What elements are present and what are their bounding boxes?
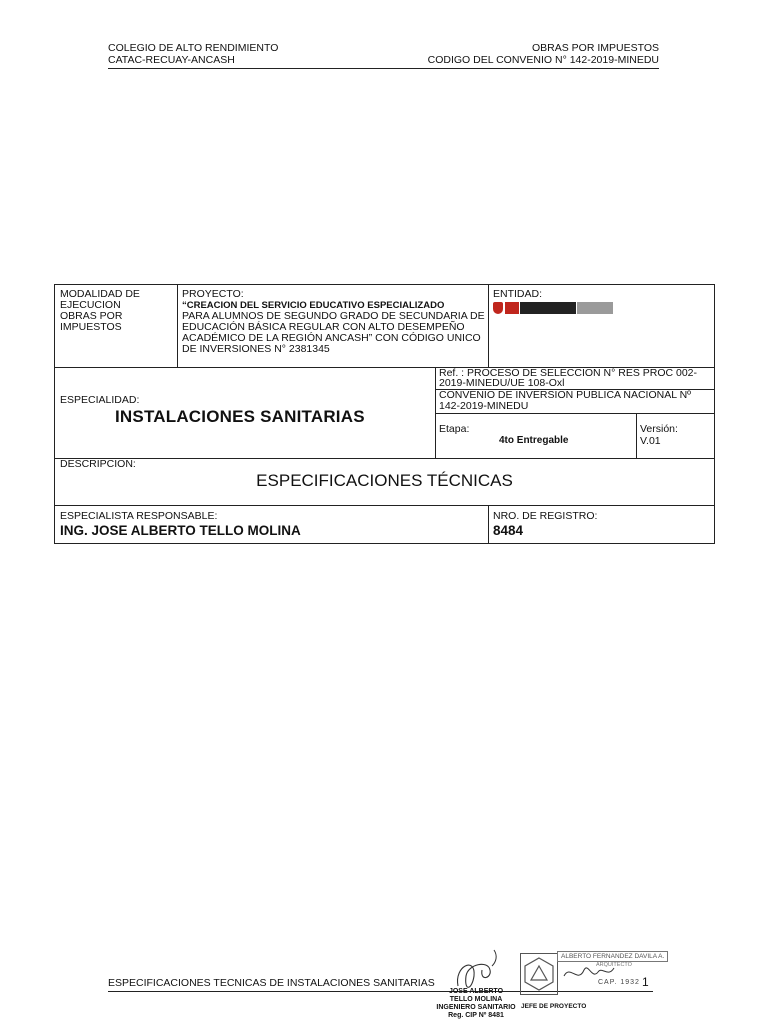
footer-text: ESPECIFICACIONES TECNICAS DE INSTALACIONES SANITARIAS	[108, 977, 435, 989]
modalidad-line: MODALIDAD DE	[60, 288, 140, 300]
convenio-line: CONVENIO DE INVERSION PUBLICA NACIONAL Nº	[439, 389, 691, 401]
version-label: Versión:	[640, 423, 678, 435]
signer2-name: ALBERTO FERNANDEZ DAVILA A.	[557, 951, 668, 962]
program-band	[577, 302, 613, 314]
grid-divider	[55, 458, 714, 459]
signer1-line: Reg. CIP Nº 8481	[448, 1012, 504, 1019]
ministry-band	[520, 302, 576, 314]
proyecto-line: DE INVERSIONES N° 2381345	[182, 343, 330, 355]
especialista-label: ESPECIALISTA RESPONSABLE:	[60, 510, 218, 522]
proyecto-line: PARA ALUMNOS DE SEGUNDO GRADO DE SECUNDARIA DE	[182, 310, 485, 322]
especialidad-cell	[60, 395, 430, 406]
signer1-line: TELLO MOLINA	[449, 996, 503, 1003]
grid-divider	[636, 413, 637, 458]
header-divider	[108, 68, 659, 69]
especialidad-label: ESPECIALIDAD:	[60, 394, 140, 406]
agreement-code: CODIGO DEL CONVENIO N° 142-2019-MINEDU	[427, 54, 659, 66]
descripcion-label: DESCRIPCION:	[60, 458, 136, 470]
ref-line: 2019-MINEDU/UE 108-Oxl	[439, 377, 565, 389]
grid-divider	[177, 285, 178, 367]
convenio-line: 142-2019-MINEDU	[439, 400, 529, 412]
especialista-value: ING. JOSE ALBERTO TELLO MOLINA	[60, 523, 301, 538]
modalidad-line: IMPUESTOS	[60, 321, 122, 333]
signer1-block	[436, 988, 516, 1020]
proyecto-line: “CREACION DEL SERVICIO EDUCATIVO ESPECIALIZADO	[182, 300, 445, 311]
etapa-value: 4to Entregable	[499, 435, 569, 446]
crest-icon	[493, 302, 503, 314]
modalidad-cell	[60, 289, 175, 333]
entidad-label: ENTIDAD:	[493, 288, 543, 300]
signer2-cap: CAP. 1932	[598, 979, 640, 986]
title-block	[54, 284, 715, 544]
signature-2	[556, 950, 644, 996]
modalidad-line: EJECUCION	[60, 299, 121, 311]
proyecto-cell	[182, 289, 487, 355]
school-name: COLEGIO DE ALTO RENDIMIENTO	[108, 42, 279, 54]
proyecto-line: EDUCACIÓN BÁSICA REGULAR CON ALTO DESEMPEÑO	[182, 321, 465, 333]
ministry-logo	[493, 302, 613, 314]
version-value: V.01	[640, 435, 661, 447]
signer2-title: ARQUITECTO	[596, 962, 632, 968]
convenio-cell	[439, 390, 714, 412]
header-left	[108, 42, 278, 66]
page-number: 1	[642, 975, 649, 989]
registro-label: NRO. DE REGISTRO:	[493, 510, 598, 522]
architect-seal-icon	[520, 953, 558, 995]
proyecto-line: ACADÉMICO DE LA REGIÓN ANCASH” CON CÓDIGO UNICO	[182, 332, 481, 344]
ref-line: Ref. : PROCESO DE SELECCION N° RES PROC 002-	[439, 367, 698, 379]
header-right	[428, 42, 659, 66]
proyecto-label: PROYECTO:	[182, 288, 244, 300]
peru-band	[505, 302, 519, 314]
signer1-line: JOSE ALBERTO	[448, 988, 504, 995]
etapa-label: Etapa:	[439, 423, 470, 435]
program-name: OBRAS POR IMPUESTOS	[532, 42, 659, 54]
signer1-line: INGENIERO SANITARIO	[436, 1004, 516, 1011]
grid-divider	[488, 285, 489, 367]
descripcion-value: ESPECIFICACIONES TÉCNICAS	[256, 471, 513, 490]
grid-divider	[55, 505, 714, 506]
modalidad-line: OBRAS POR	[60, 310, 123, 322]
especialidad-value: INSTALACIONES SANITARIAS	[115, 407, 365, 426]
school-location: CATAC-RECUAY-ANCASH	[108, 54, 235, 66]
ref-cell	[439, 368, 714, 388]
signer2-role: JEFE DE PROYECTO	[521, 1003, 587, 1010]
grid-divider	[488, 505, 489, 543]
grid-divider	[435, 413, 714, 414]
registro-value: 8484	[493, 523, 524, 538]
entidad-cell	[493, 289, 708, 300]
